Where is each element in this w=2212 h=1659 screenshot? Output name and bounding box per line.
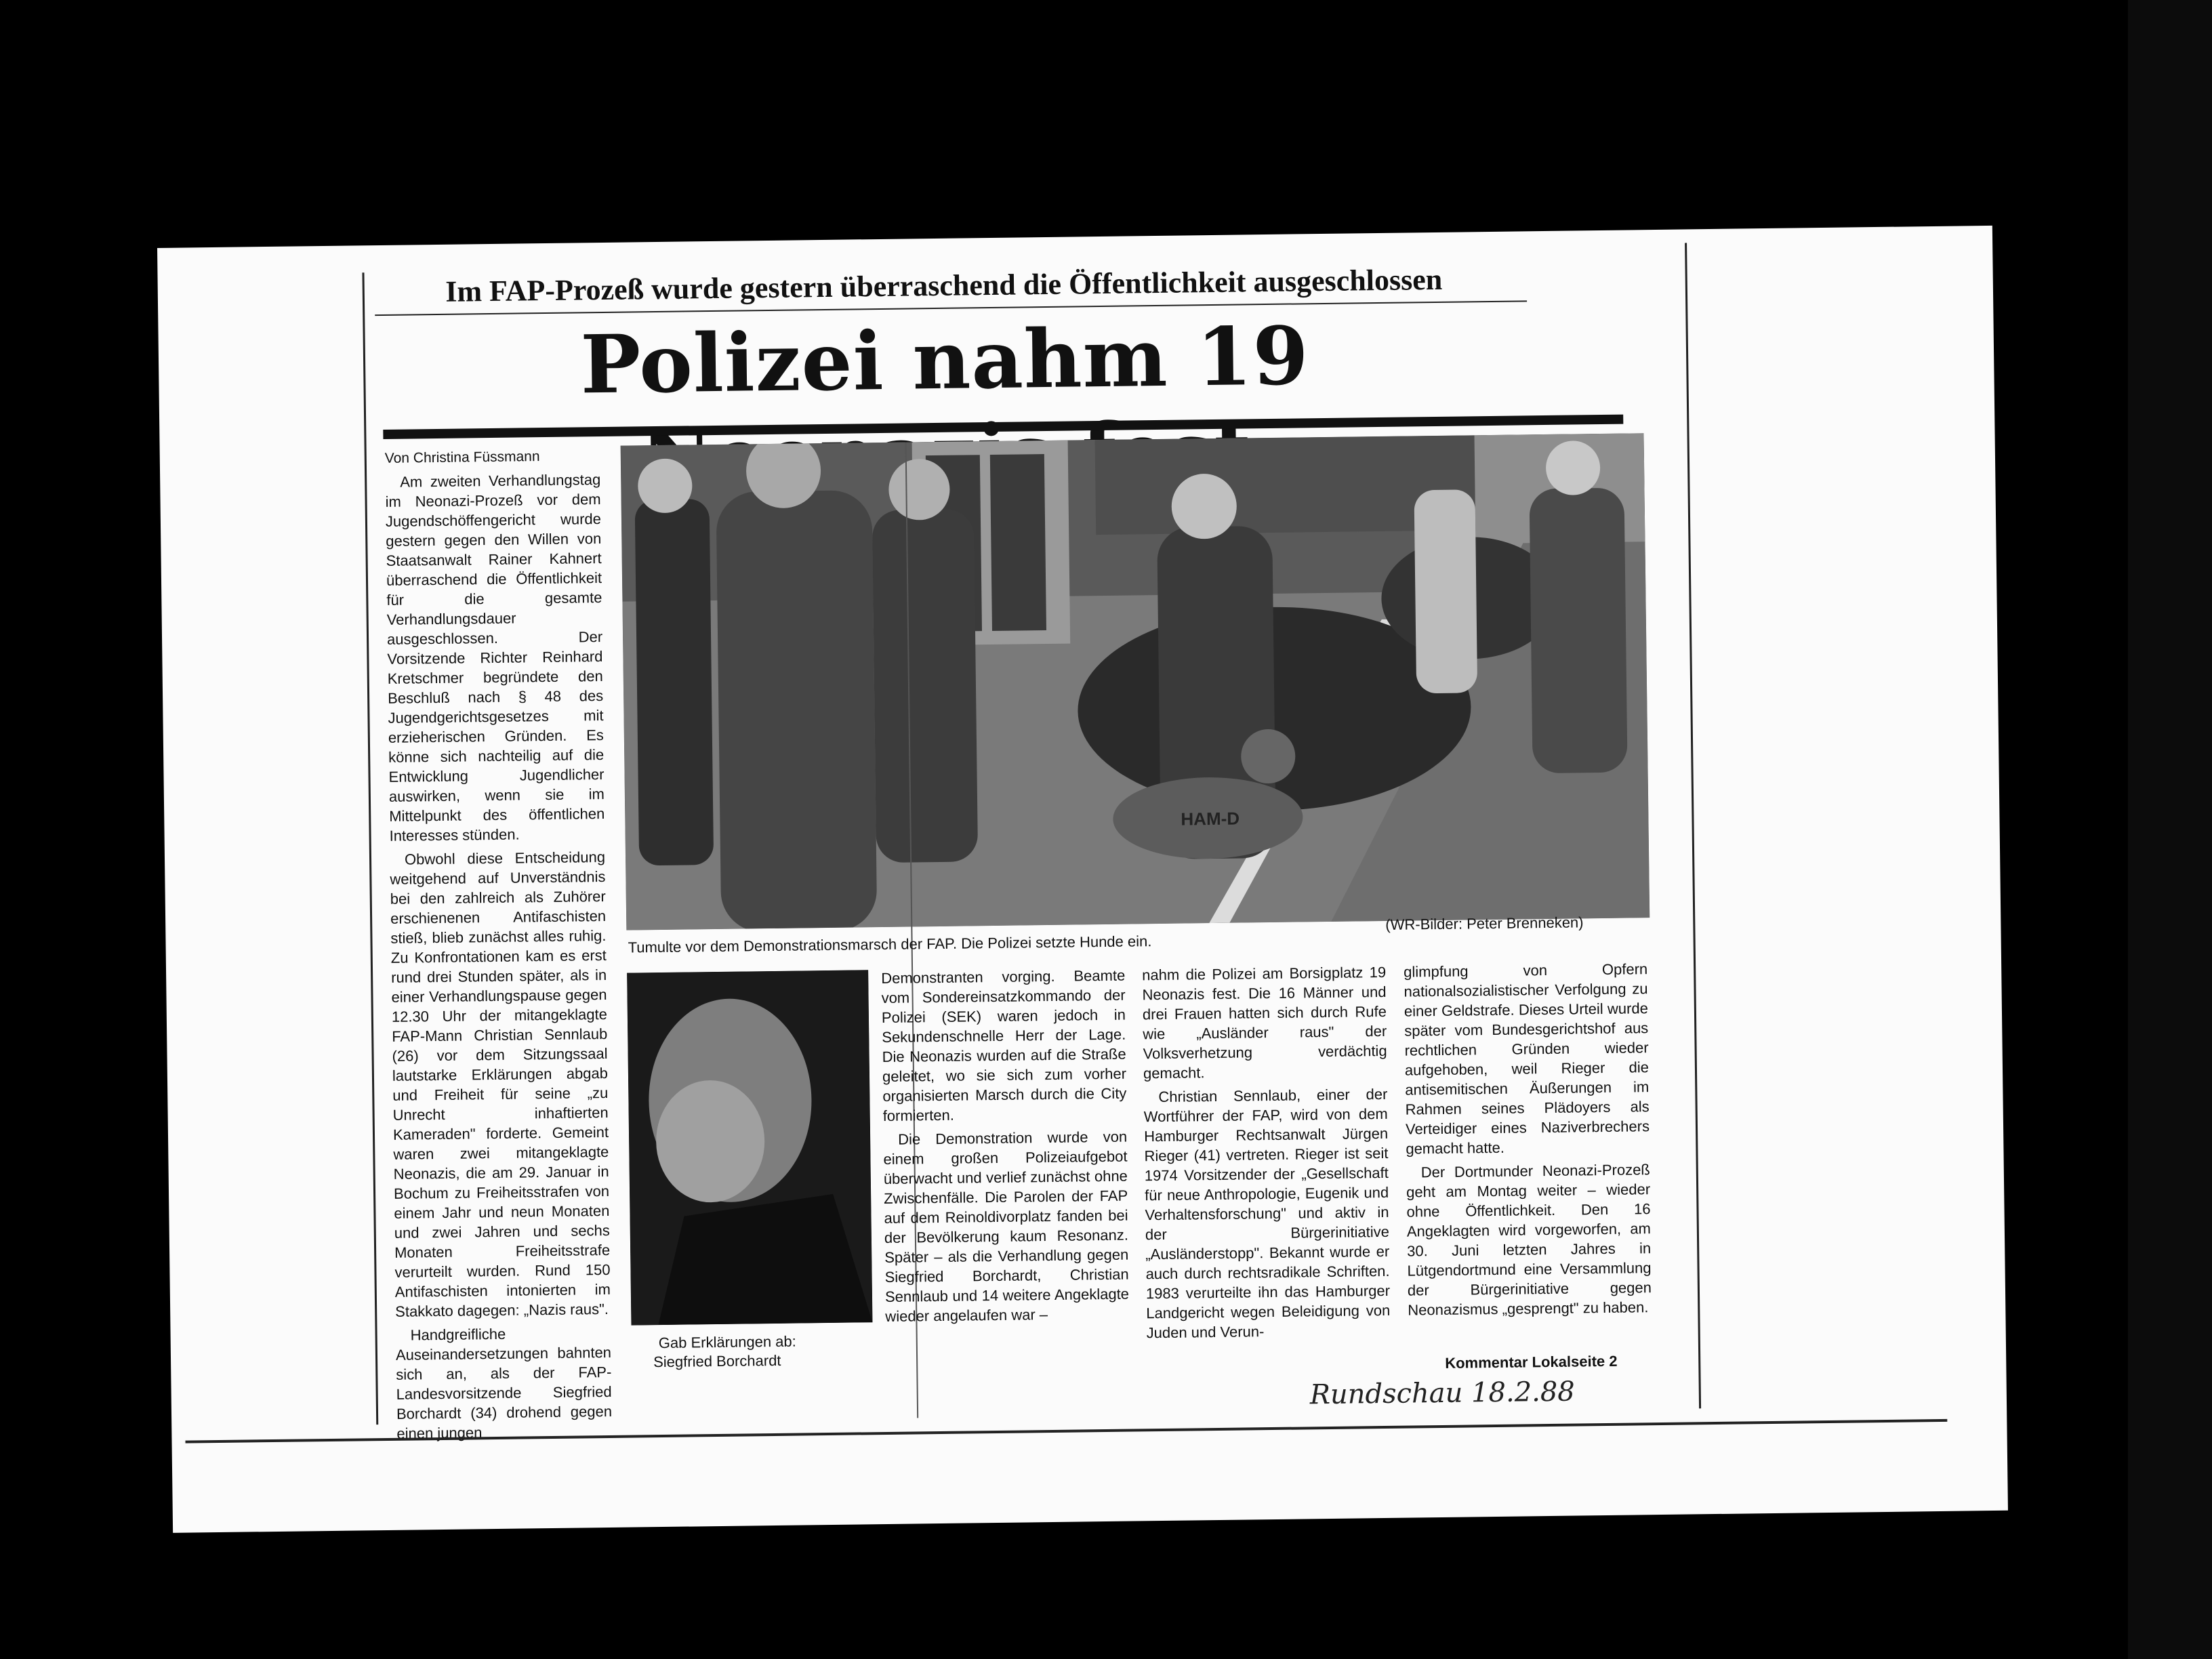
handwritten-source-note: Rundschau 18.2.88 [1309, 1376, 1575, 1411]
col3-paragraph-1: nahm die Polizei am Borsigplatz 19 Neonazis fest. Die 16 Männer und drei Frauen hatten sich durch Rufe wie „Ausländer raus" der Volksverhetzung verdächtig gemacht. [1142, 963, 1387, 1082]
col4-paragraph-2: Der Dortmunder Neonazi-Prozeß geht am Montag weiter – wieder ohne Öffentlichkeit. Den 16 Angeklagten wird vorgeworfen, am 30. Juni letzten Jahres in Lütgendortmund eine Versammlung der Bürgerinitiative gegen Neonazismus „gesprengt" zu haben. [1406, 1161, 1652, 1319]
main-photo-graphic [621, 433, 1650, 930]
col4-paragraph-1: glimpfung von Opfern nationalsozialistischer Verfolgung zu einer Geldstrafe. Dieses Urteil wurde später vom Bundesgerichtshof aus rechtlichen Gründen wieder aufgehoben, weil Rieger die antisemitischen Äußerungen im Rahmen seines Plädoyers als Verteidiger eines Naziverbrechers gemacht hatte. [1404, 960, 1650, 1158]
newspaper-clipping [157, 226, 2008, 1533]
portrait-graphic [627, 970, 872, 1325]
col1-paragraph-3: Handgreifliche Auseinandersetzungen bahnten sich an, als der FAP-Landesvorsitzende Siegfried Borchardt (34) drohend gegen einen jungen [395, 1325, 613, 1442]
photo-caption: Tumulte vor dem Demonstrationsmarsch der FAP. Die Polizei setzte Hunde ein. [628, 933, 1152, 956]
photo-credit: (WR-Bilder: Peter Brenneken) [1385, 914, 1584, 933]
col2-paragraph-1: Demonstranten vorging. Beamte vom Sondereinsatzkommando der Polizei (SEK) waren jedoch in Sekundenschnelle Herr der Lage. Die Neonazis wurden auf die Straße geleitet, wo sie sich zum vorher organisierten Marsch durch die City formierten. [881, 966, 1127, 1125]
main-photo [621, 433, 1650, 930]
article-headline: Polizei nahm 19 [579, 308, 1310, 412]
right-column-rule [1685, 243, 1701, 1408]
byline: Von Christina Füssmann [384, 449, 540, 466]
license-plate: HAM-D [1181, 808, 1240, 830]
background-frame-right [2128, 0, 2212, 1659]
col3-paragraph-2: Christian Sennlaub, einer der Wortführer der FAP, wird von dem Hamburger Rechtsanwalt Jürgen Rieger (41) vertreten. Rieger ist seit 1974 Vorsitzender der „Gesellschaft für neue Anthropologie, Eugenik und Verhaltensforschung" und aktiv in der Bürgerinitiative „Ausländerstopp". Bekannt wurde er auch durch rechtsradikale Schriften. 1983 verurteilte ihn das Hamburger Landgericht wegen Beleidigung von Juden und Verun- [1143, 1085, 1391, 1342]
article-column-4 [1404, 959, 1652, 1324]
article-column-3 [1142, 962, 1391, 1347]
col1-paragraph-1: Am zweiten Verhandlungstag im Neonazi-Prozeß vor dem Jugendschöffengericht wurde gestern gegen den Willen von Staatsanwalt Rainer Kahnert überraschend die Öffentlichkeit für die gesamte Verhandlungsdauer ausgeschlossen. Der Vorsitzende Richter Reinhard Kretschmer begründete den Beschluß nach § 48 des Jugendgerichtsgesetzes mit erzieherischen Gründen. Es könne sich nachteilig auf die Entwicklung Jugendlicher auswirken, wenn sie im Mittelpunkt des öffentlichen Interesses stünden. [385, 471, 605, 844]
portrait-caption-line-2: Siegfried Borchardt [653, 1351, 781, 1371]
article-column-2 [881, 966, 1129, 1330]
portrait-caption-line-1: Gab Erklärungen ab: [658, 1332, 796, 1352]
article-kicker: Im FAP-Prozeß wurde gestern überraschend die Öffentlichkeit ausgeschlossen [445, 262, 1443, 308]
col1-paragraph-2: Obwohl diese Entscheidung weitgehend auf Unverständnis bei den zahlreich als Zuhörer erschienenen Antifaschisten stieß, blieb zunächst alles ruhig. Zu Konfrontationen kam es erst rund drei Stunden später, als in einer Verhandlungspause gegen 12.30 Uhr der mitangeklagte FAP-Mann Christian Sennlaub (26) vor dem Sitzungssaal lautstarke Erklärungen abgab und Freiheit für seine „zu Unrecht inhaftierten Kameraden" forderte. Gemeint waren zwei mitangeklagte Neonazis, die am 29. Januar in Bochum zu Freiheitsstrafen von einem Jahr und neun Monaten und zwei Jahren und sechs Monaten Freiheitsstrafe verurteilt wurden. Rund 150 Antifaschisten intonierten im Stakkato dagegen: „Nazis raus". [390, 848, 611, 1320]
kommentar-reference: Kommentar Lokalseite 2 [1445, 1352, 1618, 1372]
col2-paragraph-2: Die Demonstration wurde von einem großen Polizeiaufgebot überwacht und verlief zunächst ohne Zwischenfälle. Die Parolen der FAP auf dem Reinoldivorplatz fanden bei der Bevölkerung kaum Resonanz. Später – als die Verhandlung gegen Siegfried Borchardt, Christian Sennlaub und 14 weitere Angeklagte wieder angelaufen war – [883, 1128, 1130, 1325]
portrait-photo [627, 970, 872, 1325]
article-column-1 [385, 446, 613, 1448]
